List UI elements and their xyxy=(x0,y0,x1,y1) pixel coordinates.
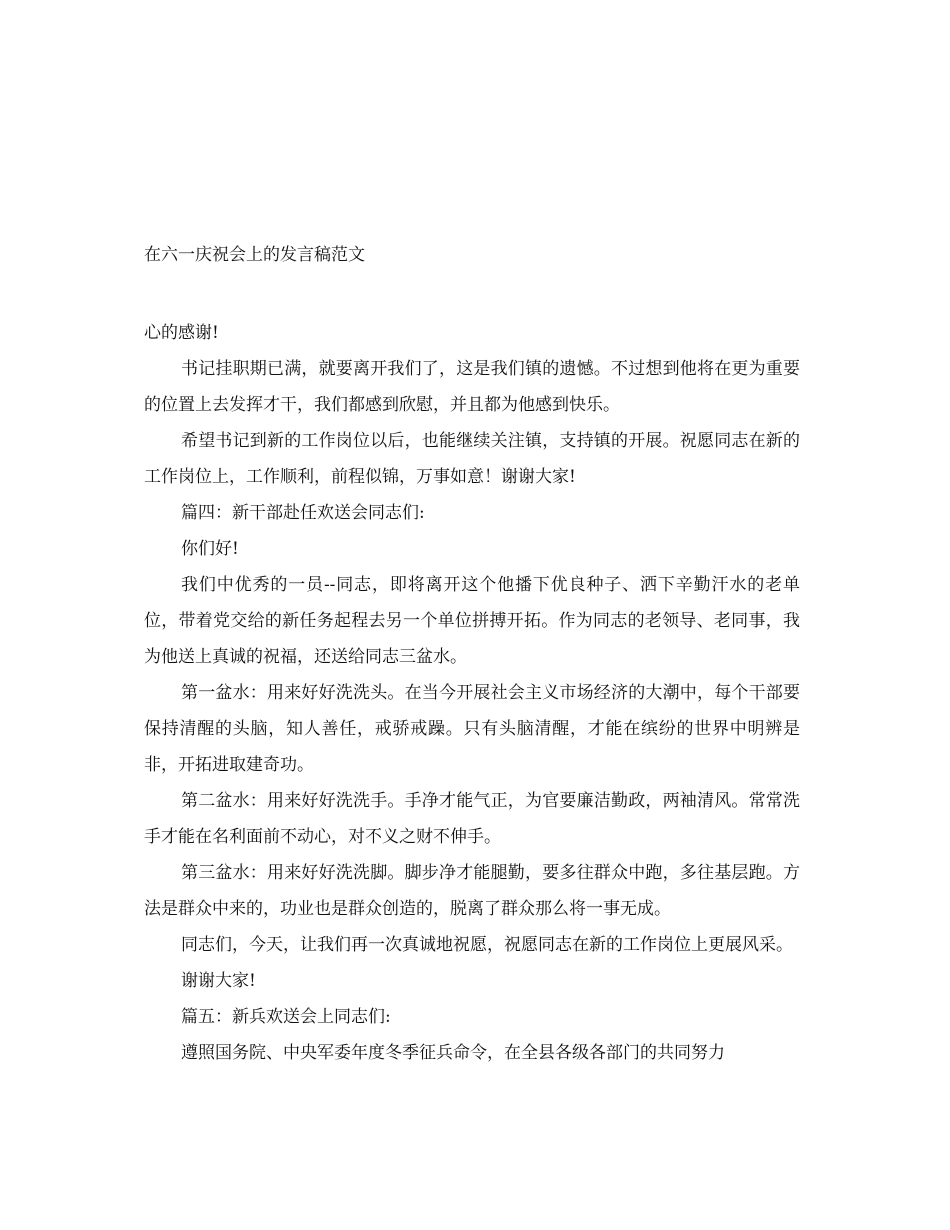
paragraph: 我们中优秀的一员--同志，即将离开这个他播下优良种子、洒下辛勤汗水的老单位，带着党交给的新任务起程去另一个单位拼搏开拓。作为同志的老领导、老同事，我为他送上真诚的祝福，还送给同志三盆水。 xyxy=(144,575,800,667)
document-body xyxy=(144,315,800,1071)
paragraph: 希望书记到新的工作岗位以后，也能继续关注镇，支持镇的开展。祝愿同志在新的工作岗位上，工作顺利，前程似锦，万事如意！谢谢大家! xyxy=(144,431,800,487)
document-title: 在六一庆祝会上的发言稿范文 xyxy=(144,245,365,265)
paragraph: 书记挂职期已满，就要离开我们了，这是我们镇的遗憾。不过想到他将在更为重要的位置上去发挥才干，我们都感到欣慰，并且都为他感到快乐。 xyxy=(144,359,800,415)
paragraph: 第一盆水：用来好好洗洗头。在当今开展社会主义市场经济的大潮中，每个干部要保持清醒的头脑，知人善任，戒骄戒躁。只有头脑清醒，才能在缤纷的世界中明辨是非，开拓进取建奇功。 xyxy=(144,683,800,775)
paragraph: 第三盆水：用来好好洗洗脚。脚步净才能腿勤，要多往群众中跑，多往基层跑。方法是群众中来的，功业也是群众创造的，脱离了群众那么将一事无成。 xyxy=(144,863,800,919)
paragraph-continuation: 心的感谢! xyxy=(144,323,219,343)
thanks-line: 谢谢大家! xyxy=(181,971,256,991)
paragraph: 同志们，今天，让我们再一次真诚地祝愿，祝愿同志在新的工作岗位上更展风采。 xyxy=(181,935,793,955)
section-heading-4: 篇四：新干部赴任欢送会同志们: xyxy=(181,503,425,523)
section-heading-5: 篇五：新兵欢送会上同志们: xyxy=(181,1007,391,1027)
paragraph: 第二盆水：用来好好洗洗手。手净才能气正，为官要廉洁勤政，两袖清风。常常洗手才能在名利面前不动心，对不义之财不伸手。 xyxy=(144,791,800,847)
greeting: 你们好! xyxy=(181,539,239,559)
paragraph: 遵照国务院、中央军委年度冬季征兵命令，在全县各级各部门的共同努力 xyxy=(181,1043,725,1063)
